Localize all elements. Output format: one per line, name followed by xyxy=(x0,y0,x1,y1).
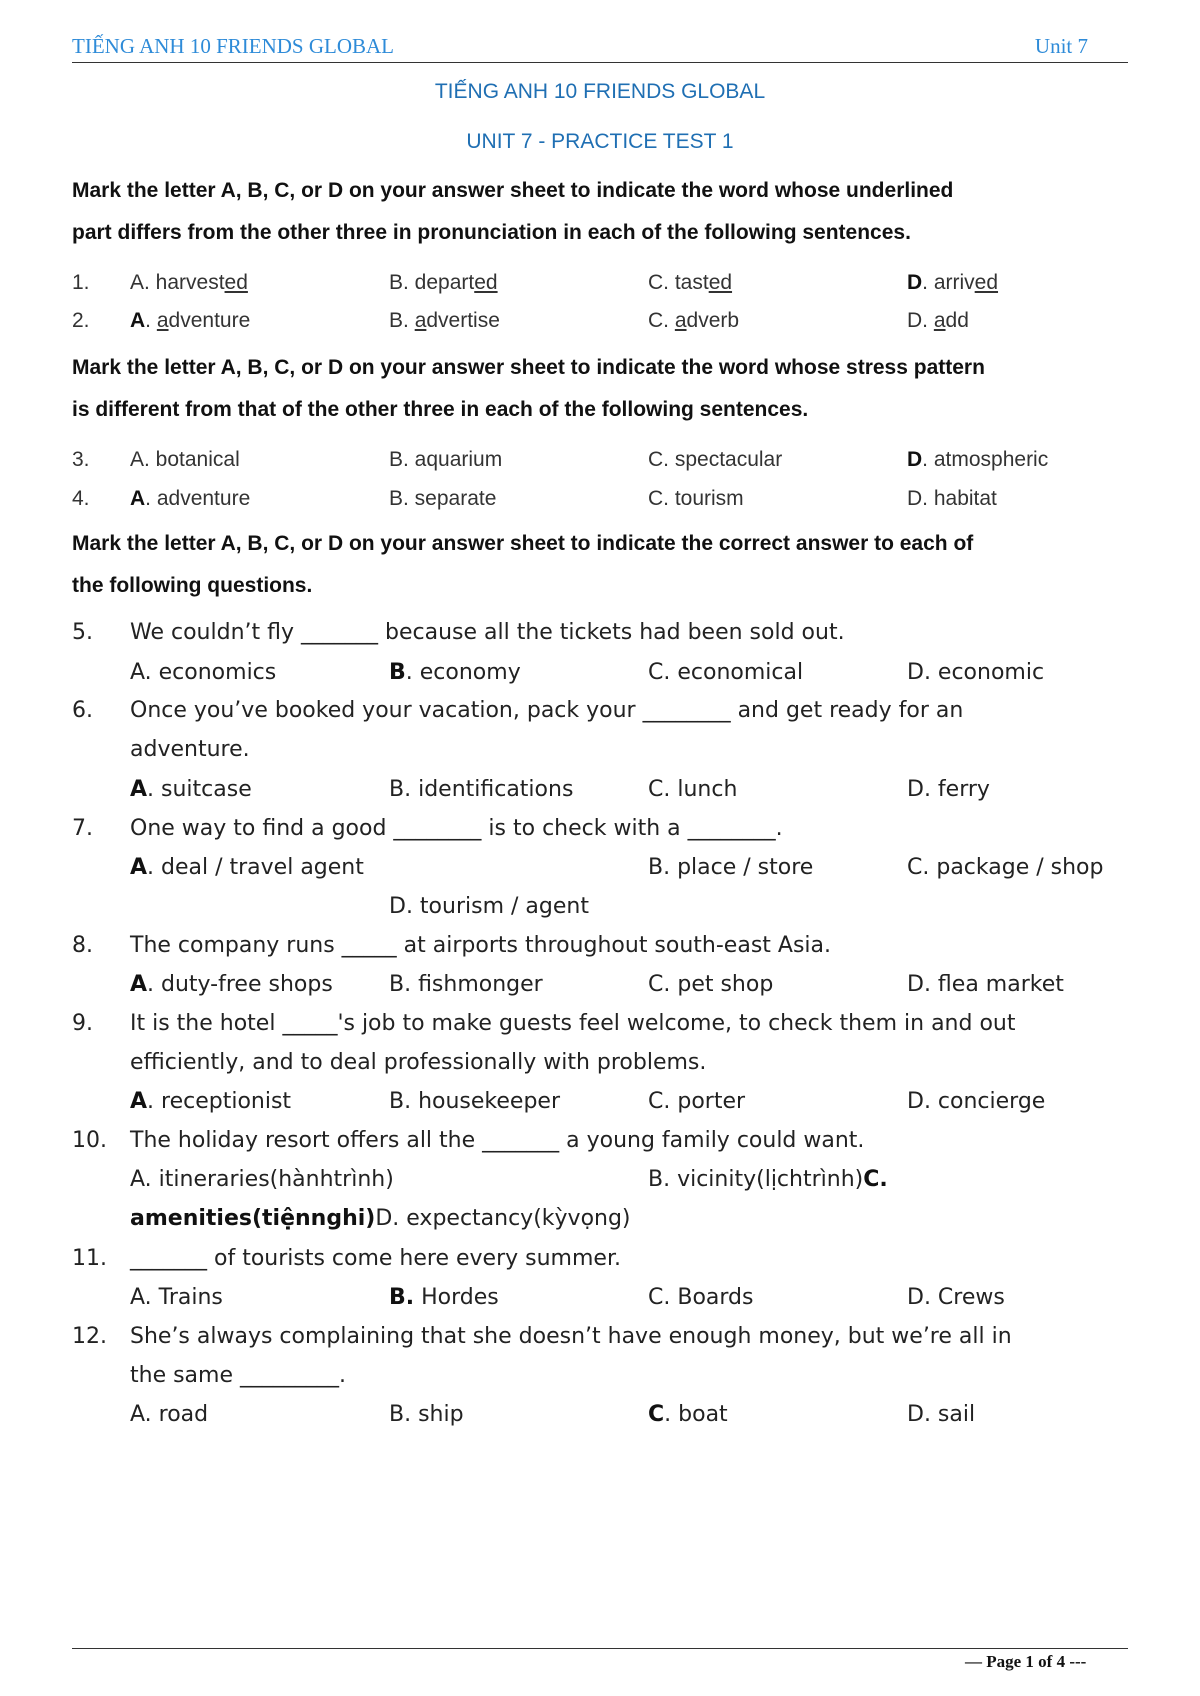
option-c: C. Boards xyxy=(648,1285,754,1310)
header-unit: Unit 7 xyxy=(1034,34,1088,58)
option-a: A. receptionist xyxy=(130,1089,292,1114)
option-c: C. adverb xyxy=(648,309,740,332)
option-c: C. boat xyxy=(648,1402,728,1427)
section1-instruction: Mark the letter A, B, C, or D on your answer sheet to indicate the word whose underlined part differs from the other three in pronunciation in each of the following sentences. xyxy=(72,179,954,244)
footer-divider xyxy=(72,1648,1128,1649)
question-text: We couldn’t fly _______ because all the tickets had been sold out. xyxy=(130,620,845,645)
option-c: C. economical xyxy=(648,660,804,685)
option-b: B. economy xyxy=(389,660,521,685)
doc-title: TIẾNG ANH 10 FRIENDS GLOBAL xyxy=(434,80,766,103)
option-c-d: amenities(tiệnnghi)D. expectancy(kỳvọng) xyxy=(130,1206,631,1231)
option-d: D. arrived xyxy=(907,271,999,294)
option-d: D. add xyxy=(907,309,969,332)
option-a: A. suitcase xyxy=(130,777,252,802)
option-b: B. aquarium xyxy=(389,448,503,471)
option-c: C. tasted xyxy=(648,271,733,294)
option-b: B. identifications xyxy=(389,777,574,802)
option-d: D. concierge xyxy=(907,1089,1046,1114)
question-text-cont: the same _________. xyxy=(130,1363,346,1388)
option-a: A. harvested xyxy=(130,271,248,294)
option-d: D. ferry xyxy=(907,777,990,802)
question-text: Once you’ve booked your vacation, pack your ________ and get ready for an xyxy=(130,698,964,723)
question-2: 2. A. adventure B. advertise C. adverb D. add xyxy=(72,309,969,332)
option-c: C. lunch xyxy=(648,777,738,802)
doc-subtitle: UNIT 7 - PRACTICE TEST 1 xyxy=(466,130,734,153)
option-a: A. itineraries(hànhtrình) xyxy=(130,1167,394,1192)
option-d: D. Crews xyxy=(907,1285,1005,1310)
section3-instruction: Mark the letter A, B, C, or D on your answer sheet to indicate the correct answer to each of the following questions. xyxy=(72,532,974,597)
option-b: B. place / store xyxy=(648,855,814,880)
question-text: One way to find a good ________ is to check with a ________. xyxy=(130,816,783,841)
option-b: B. Hordes xyxy=(389,1285,499,1310)
option-d: D. atmospheric xyxy=(907,448,1049,471)
option-d: D. sail xyxy=(907,1402,976,1427)
option-c: C. spectacular xyxy=(648,448,783,471)
question-text: The holiday resort offers all the _______ a young family could want. xyxy=(130,1128,865,1153)
option-a: A. road xyxy=(130,1402,209,1427)
option-b: B. separate xyxy=(389,487,497,510)
option-b: B. departed xyxy=(389,271,498,294)
question-3: 3. A. botanical B. aquarium C. spectacular D. atmospheric xyxy=(72,448,1049,471)
question-text-cont: efficiently, and to deal professionally with problems. xyxy=(130,1050,707,1075)
option-a: A. duty-free shops xyxy=(130,972,333,997)
option-b: B. vicinity(lịchtrình)C. xyxy=(648,1167,888,1192)
option-b: B. advertise xyxy=(389,309,500,332)
option-a: A. economics xyxy=(130,660,277,685)
option-c: C. pet shop xyxy=(648,972,774,997)
option-d: D. tourism / agent xyxy=(389,894,589,919)
option-c: C. package / shop xyxy=(907,855,1104,880)
question-text-cont: adventure. xyxy=(130,737,250,762)
option-d: D. habitat xyxy=(907,487,997,510)
question-text: It is the hotel _____'s job to make guests feel welcome, to check them in and out xyxy=(130,1011,1016,1036)
option-d: D. flea market xyxy=(907,972,1064,997)
section2-instruction: Mark the letter A, B, C, or D on your answer sheet to indicate the word whose stress pattern is different from that of the other three in each of the following sentences. xyxy=(72,356,985,421)
option-a: A. Trains xyxy=(130,1285,223,1310)
option-a: A. adventure xyxy=(130,309,251,332)
option-a: A. adventure xyxy=(130,487,251,510)
question-4: 4. A. adventure B. separate C. tourism D. habitat xyxy=(72,487,997,510)
page-number: — Page 1 of 4 --- xyxy=(965,1652,1087,1671)
option-b: B. fishmonger xyxy=(389,972,543,997)
option-c: C. tourism xyxy=(648,487,744,510)
option-a: A. deal / travel agent xyxy=(130,855,364,880)
header-title: TIẾNG ANH 10 FRIENDS GLOBAL xyxy=(72,34,394,58)
question-text: She’s always complaining that she doesn’t have enough money, but we’re all in xyxy=(130,1324,1012,1349)
question-text: _______ of tourists come here every summer. xyxy=(130,1246,621,1271)
page-header xyxy=(72,30,1128,63)
option-b: B. housekeeper xyxy=(389,1089,560,1114)
option-b: B. ship xyxy=(389,1402,464,1427)
option-c: C. porter xyxy=(648,1089,746,1114)
option-a: A. botanical xyxy=(130,448,240,471)
option-d: D. economic xyxy=(907,660,1045,685)
question-1: 1. A. harvested B. departed C. tasted D. arrived xyxy=(72,271,999,294)
question-text: The company runs _____ at airports throughout south-east Asia. xyxy=(130,933,832,958)
